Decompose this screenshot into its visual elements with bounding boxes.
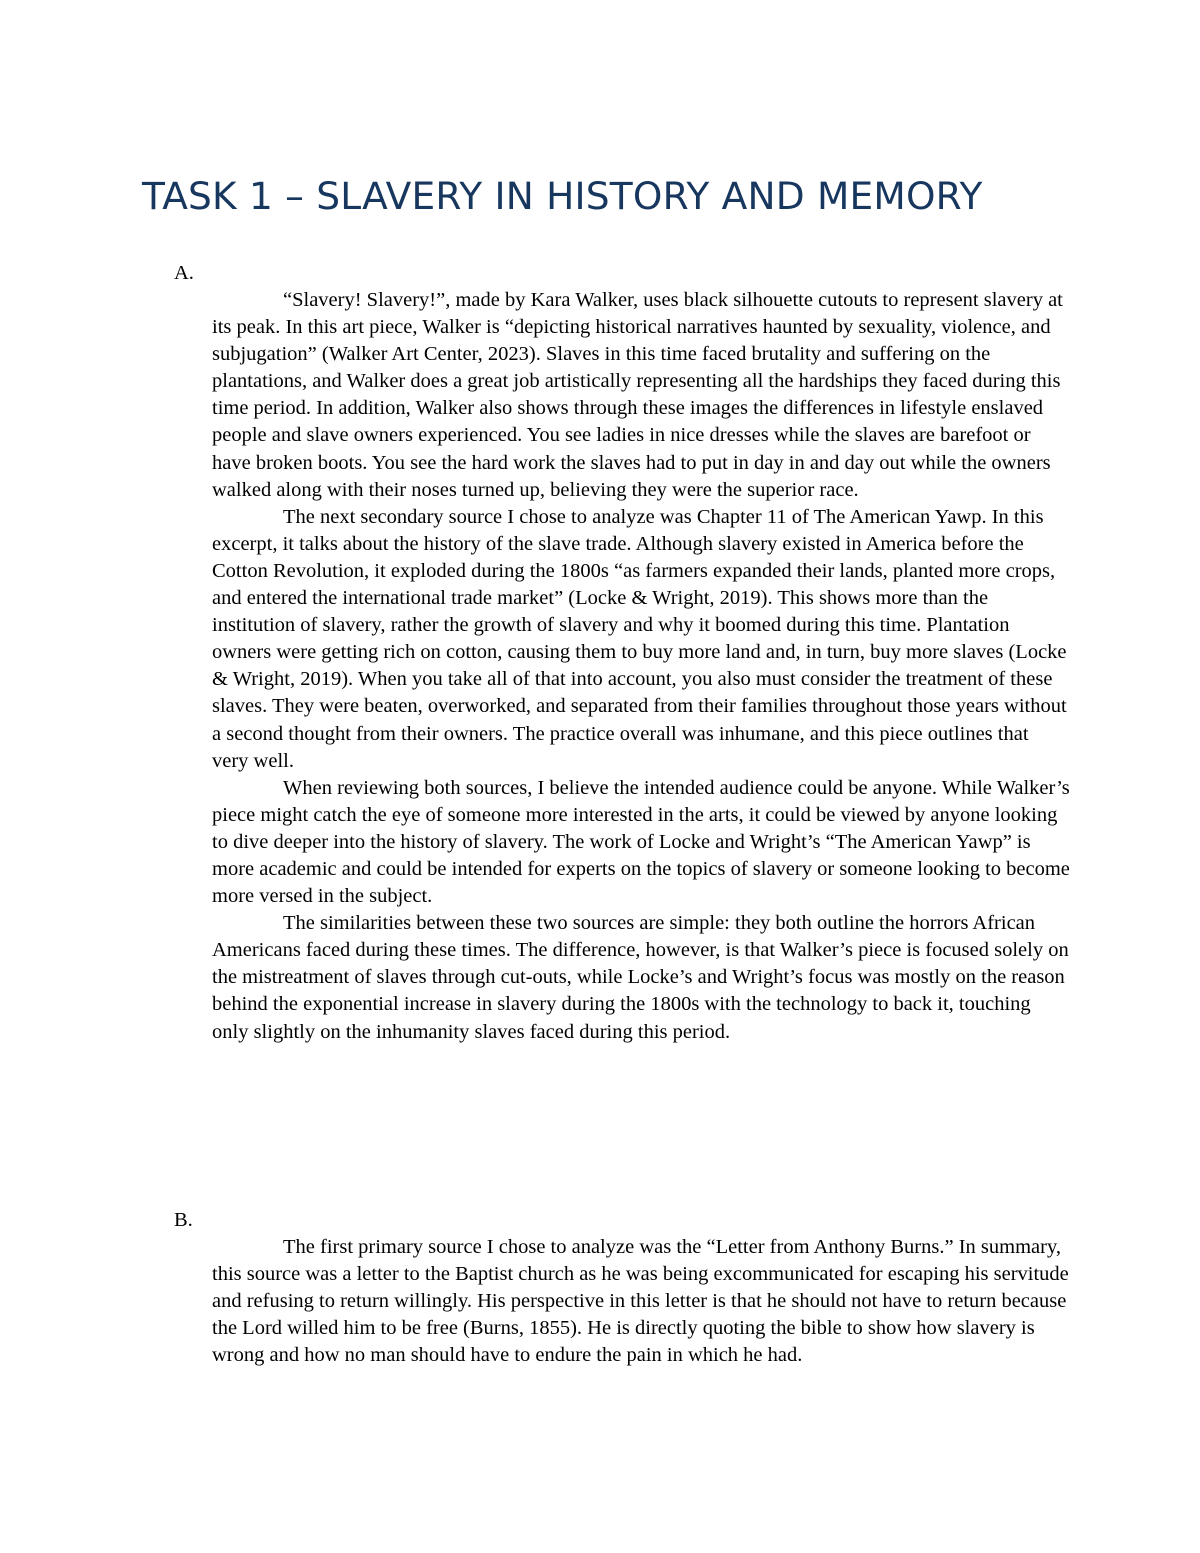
section-a-paragraph-3: When reviewing both sources, I believe the intended audience could be anyone. While Walker’s piece might catch the eye of someone more interested in the arts, it could be viewed by anyone looking to dive deeper into the history of slavery. The work of Locke and Wright’s “The American Yawp” is more academic and could be intended for experts on the topics of slavery or someone looking to become more versed in the subject. [212, 776, 1070, 908]
section-a-body [212, 287, 1070, 1046]
section-b-body [212, 1234, 1070, 1369]
section-a-paragraph-1: “Slavery! Slavery!”, made by Kara Walker, uses black silhouette cutouts to represent slavery at its peak. In this art piece, Walker is “depicting historical narratives haunted by sexuality, violence, and subjugation” (Walker Art Center, 2023). Slaves in this time faced brutality and suffering on the plantations, and Walker does a great job artistically representing all the hardships they faced during this time period. In addition, Walker also shows through these images the differences in lifestyle enslaved people and slave owners experienced. You see ladies in nice dresses while the slaves are barefoot or have broken boots. You see the hard work the slaves had to put in day in and day out while the owners walked along with their noses turned up, believing they were the superior race. [212, 289, 1063, 501]
section-a-paragraph-4: The similarities between these two sources are simple: they both outline the horrors African Americans faced during these times. The difference, however, is that Walker’s piece is focused solely on the mistreatment of slaves through cut-outs, while Locke’s and Wright’s focus was mostly on the reason behind the exponential increase in slavery during the 1800s with the technology to back it, touching only slightly on the inhumanity slaves faced during this period. [212, 912, 1069, 1043]
section-a-paragraph-2: The next secondary source I chose to analyze was Chapter 11 of The American Yawp. In this excerpt, it talks about the history of the slave trade. Although slavery existed in America before the Cotton Revolution, it exploded during the 1800s “as farmers expanded their lands, planted more crops, and entered the international trade market” (Locke & Wright, 2019). This shows more than the institution of slavery, rather the growth of slavery and why it boomed during this time. Plantation owners were getting rich on cotton, causing them to buy more land and, in turn, buy more slaves (Locke & Wright, 2019). When you take all of that into account, you also must consider the treatment of these slaves. They were beaten, overworked, and separated from their families throughout those years without a second thought from their owners. The practice overall was inhumane, and this piece outlines that very well. [212, 505, 1067, 772]
section-b-label: B. [174, 1209, 193, 1231]
document-title: TASK 1 – SLAVERY IN HISTORY AND MEMORY [142, 174, 983, 218]
section-a-label: A. [174, 262, 194, 284]
section-b-paragraph-1: The first primary source I chose to analyze was the “Letter from Anthony Burns.” In summary, this source was a letter to the Baptist church as he was being excommunicated for escaping his servitude and refusing to return willingly. His perspective in this letter is that he should not have to return because the Lord willed him to be free (Burns, 1855). He is directly quoting the bible to show how slavery is wrong and how no man should have to endure the pain in which he had. [212, 1236, 1069, 1367]
